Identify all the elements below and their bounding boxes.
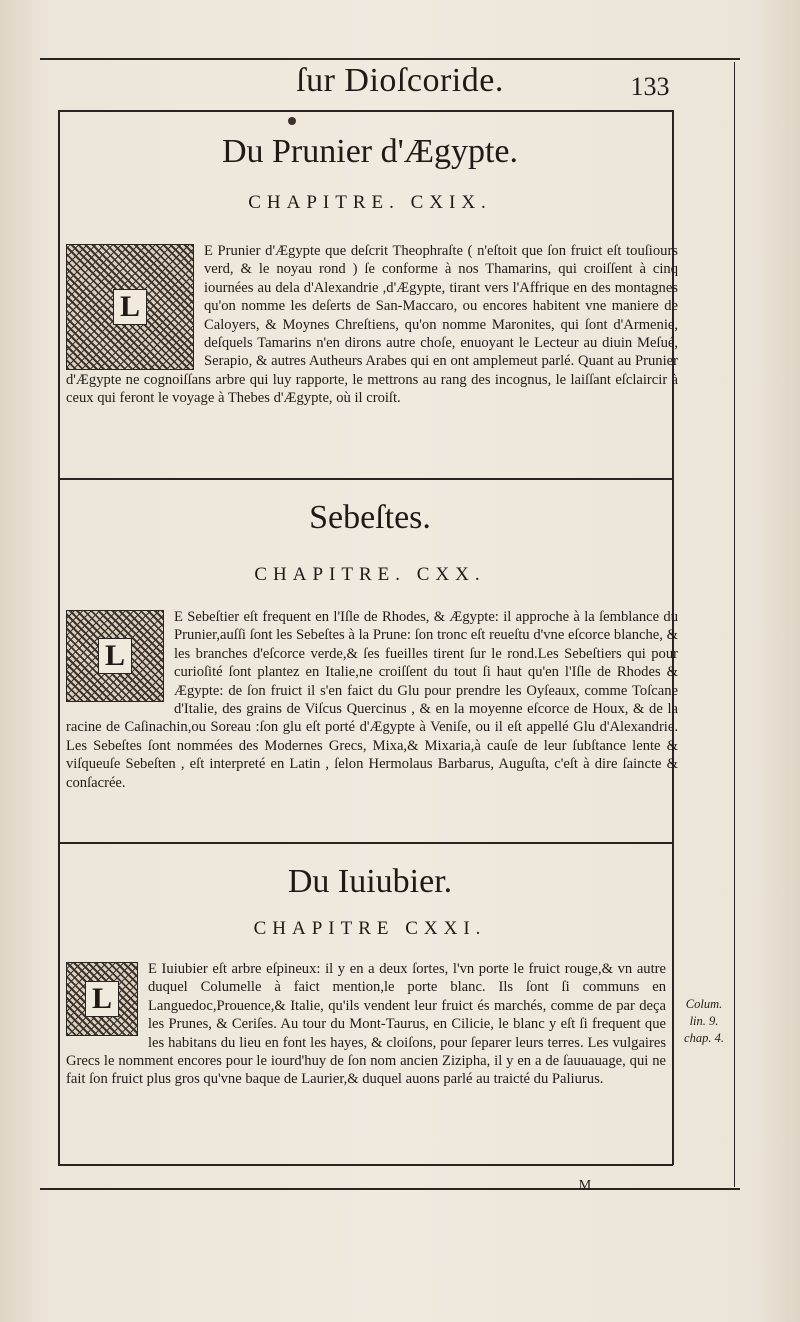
margin-note-line: chap. 4.	[684, 1031, 724, 1045]
section-divider-1	[58, 478, 673, 480]
dropcap-letter: L	[98, 638, 132, 674]
decorated-initial-icon	[66, 610, 164, 702]
section-body	[66, 960, 666, 1089]
section-body	[66, 608, 678, 792]
bottom-frame-rule	[58, 1164, 673, 1166]
decorated-initial-icon	[66, 962, 138, 1036]
section-divider-2	[58, 842, 673, 844]
chapter-number: CHAPITRE. CXIX.	[248, 192, 492, 213]
outer-right-rule	[734, 62, 735, 1187]
section-body	[66, 242, 678, 408]
paragraph: E Prunier d'Ægypte que deſcrit Theophraſte ( n'eſtoit que ſon fruict eſt touſiours verd, & le noyau rond ) ſe conforme à nos Thamarins, qui croiſſent à cinq iournées au dela d'Alexandrie ,d'Ægypte, tirant vers l'Affrique en des montagnes qu'on nomme les deſerts de San-Maccaro, ou encores habitent vne maniere de Caloyers, & Moynes Chreſtiens, qu'on nomme Maronites, qui ſont d'Armenie, deſquels Tamarins n'en dirons autre choſe, enuoyant le Lecteur au diuin Meſué, Serapio, & autres Autheurs Arabes qui en ont amplemeut parlé. Quant au Prunier d'Ægypte ne cognoiſſans arbre qui luy rapporte, le mettrons au rang des incognus, le laiſſant eſclaircir à ceux qui feront le voyage à Thebes d'Ægypte, où il croiſt.	[66, 243, 678, 407]
page-bottom-rule	[40, 1188, 740, 1190]
dropcap-letter: L	[113, 289, 147, 325]
section-title: Sebeſtes.	[309, 499, 431, 536]
decorated-initial-icon	[66, 244, 194, 370]
dropcap-letter: L	[85, 981, 119, 1017]
margin-note	[674, 996, 734, 1047]
top-frame-rule	[40, 58, 740, 60]
left-frame-rule	[58, 110, 60, 1165]
signature-mark: M	[578, 1178, 592, 1193]
margin-note-line: Colum.	[685, 997, 723, 1011]
paragraph: E Iuiubier eſt arbre eſpineux: il y en a deux ſortes, l'vn porte le fruict rouge,& vn autre duquel Columelle à faict mention,le porte blanc. Ils ſont ſi communs en Languedoc,Prouence,& Italie, qu'ils vendent leur fruict és marchés, comme de par deça les Prunes, & Ceriſes. Au tour du Mont-Taurus, en Cilicie, le blanc y eſt ſi frequent que les habitans du lieu en font les hayes, & cloiſons, pour ſeparer leurs terres. Les vulgaires Grecs le nomment encores pour le iourd'huy de ſon nom ancien Zizipha, il y en a de ſauuauage, qui ne fait ſon fruict plus gros qu'vne baque de Laurier,& duquel auons parlé au traicté du Paliurus.	[66, 961, 666, 1088]
ornament-dot	[288, 117, 296, 125]
page-number: 133	[630, 72, 670, 101]
running-head: ſur Dioſcoride.	[296, 62, 504, 99]
section-title: Du Prunier d'Ægypte.	[221, 133, 519, 170]
header-rule	[58, 110, 673, 112]
chapter-number: CHAPITRE. CXX.	[254, 564, 486, 585]
section-title: Du Iuiubier.	[287, 863, 453, 900]
margin-note-line: lin. 9.	[689, 1014, 719, 1028]
paragraph: E Sebeſtier eſt frequent en l'Iſle de Rhodes, & Ægypte: il approche à la ſemblance du Prunier,auſſi ſont les Sebeſtes à la Prune: ſon tronc eſt reueſtu d'vne eſcorce blanche, & les branches d'eſcorce verde,& ſes fueilles tirent ſur le rond.Les Sebeſtiers qui pour curioſité ſont plantez en Italie,ne croiſſent du tout ſi haut qu'en l'Iſle de Rhodes & Ægypte: de ſon fruict il s'en faict du Glu pour prendre les Oyſeaux, comme Toſcane d'Italie, des grains de Viſcus Quercinus , & en la moyenne eſcorce de Houx, & de la racine de Caſinachin,ou Soreau :ſon glu eſt porté d'Ægypte à Veniſe, ou il eſt appellé Glu d'Alexandrie. Les Sebeſtes ſont nommées des Modernes Grecs, Mixa,& Mixaria,à cauſe de leur ſubſtance lente & viſqueuſe Sebeſten , eſt interpreté en Latin , ſelon Hermolaus Barbarus, Auguſta, c'eſt à dire ſaincte & conſacrée.	[66, 609, 678, 791]
chapter-number: CHAPITRE CXXI.	[253, 918, 487, 939]
